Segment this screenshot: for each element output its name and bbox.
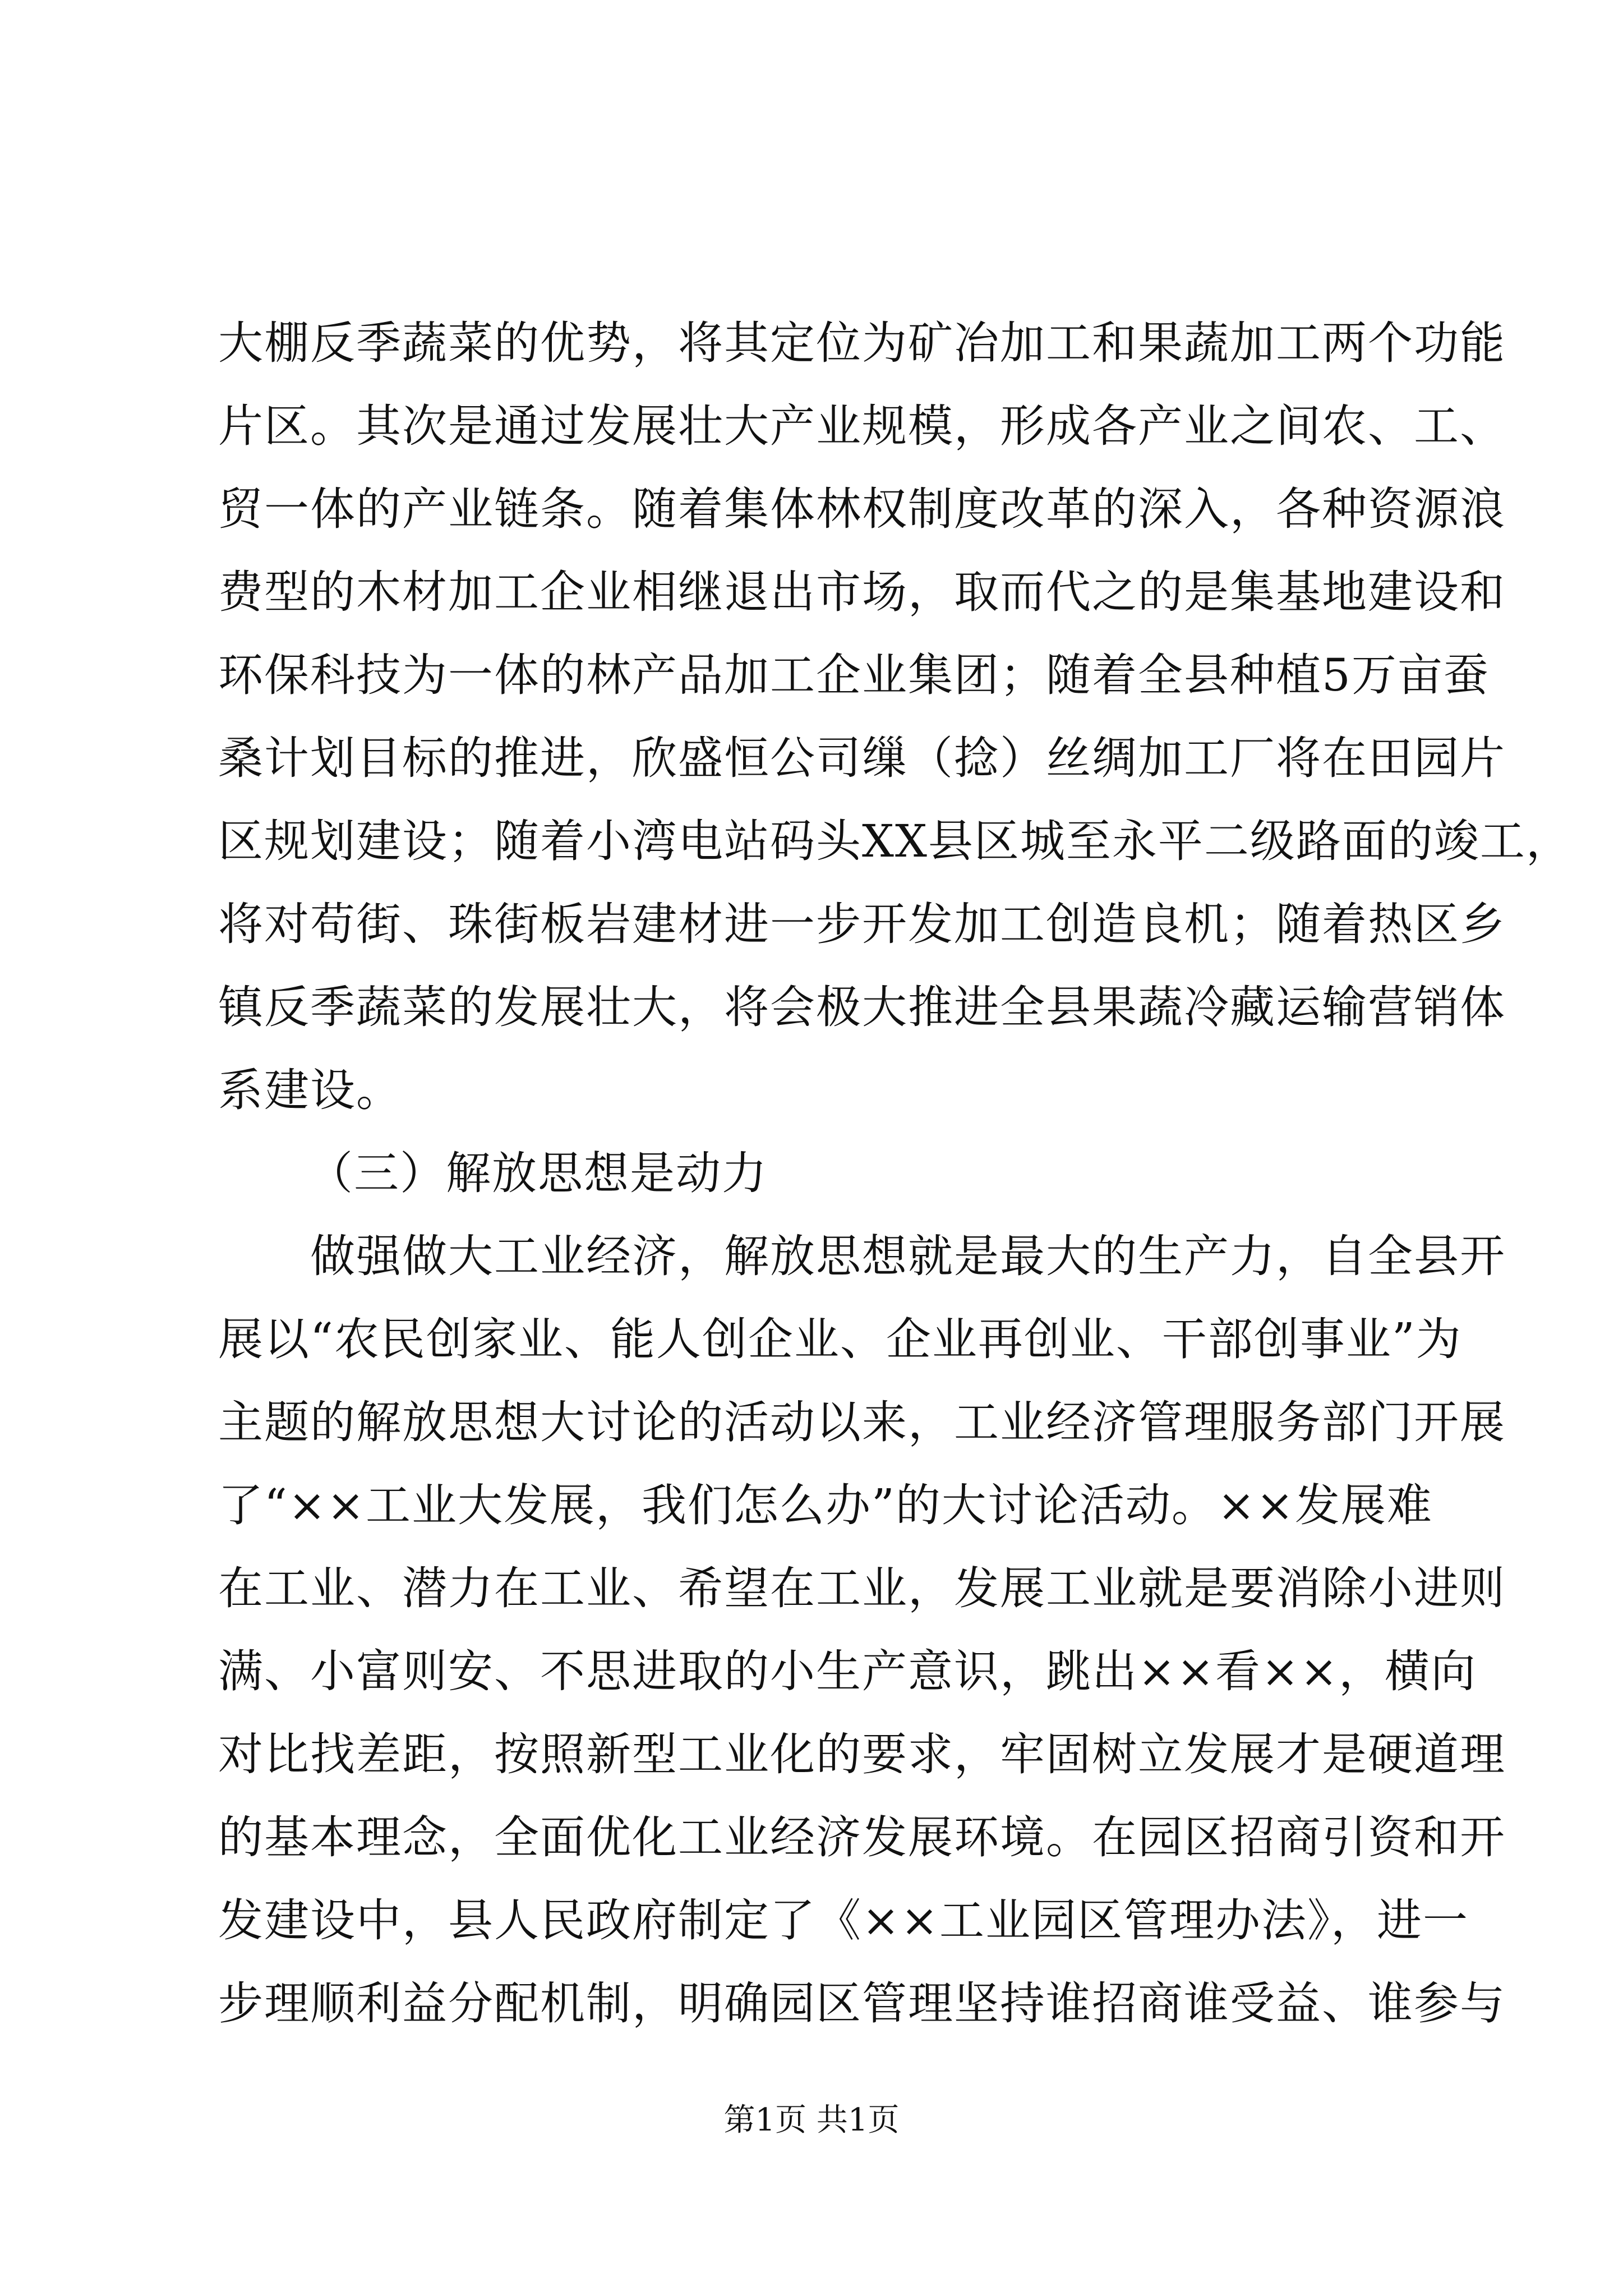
- text-line: 步理顺利益分配机制，明确园区管理坚持谁招商谁受益、谁参与: [218, 1977, 1506, 2030]
- text-line: 展以“农民创家业、能人创企业、企业再创业、干部创事业”为: [218, 1313, 1462, 1365]
- text-line: 大棚反季蔬菜的优势，将其定位为矿冶加工和果蔬加工两个功能: [218, 317, 1506, 369]
- text-line: 环保科技为一体的林产品加工企业集团；随着全县种植5万亩蚕: [218, 649, 1490, 701]
- text-line: 将对苟街、珠街板岩建材进一步开发加工创造良机；随着热区乡: [218, 898, 1506, 950]
- text-line: 镇反季蔬菜的发展壮大，将会极大推进全县果蔬冷藏运输营销体: [218, 981, 1506, 1033]
- paragraph-1: [218, 302, 1572, 1132]
- page-footer: [0, 2098, 1623, 2143]
- paragraph-2: [218, 1215, 1506, 2045]
- text-line: 桑计划目标的推进，欣盛恒公司缫（捻）丝绸加工厂将在田园片: [218, 732, 1506, 784]
- text-line: 费型的木材加工企业相继退出市场，取而代之的是集基地建设和: [218, 566, 1506, 618]
- text-line: 贸一体的产业链条。随着集体林权制度改革的深入，各种资源浪: [218, 483, 1506, 535]
- text-line: 主题的解放思想大讨论的活动以来，工业经济管理服务部门开展: [218, 1396, 1506, 1448]
- text-line: 区规划建设；随着小湾电站码头XX县区城至永平二级路面的竣工，: [218, 815, 1572, 867]
- text-line: 做强做大工业经济，解放思想就是最大的生产力，自全县开: [218, 1230, 1506, 1282]
- text-line: 对比找差距，按照新型工业化的要求，牢固树立发展才是硬道理: [218, 1728, 1506, 1780]
- text-line: 的基本理念，全面优化工业经济发展环境。在园区招商引资和开: [218, 1811, 1506, 1864]
- text-line: 了“××工业大发展，我们怎么办”的大讨论活动。××发展难: [218, 1479, 1433, 1531]
- text-line: 系建设。: [218, 1064, 402, 1116]
- text-line: 满、小富则安、不思进取的小生产意识，跳出××看××，横向: [218, 1645, 1477, 1697]
- page-number: 第1页 共1页: [723, 2102, 900, 2138]
- text-line: 在工业、潜力在工业、希望在工业，发展工业就是要消除小进则: [218, 1562, 1506, 1614]
- text-line: 发建设中，县人民政府制定了《××工业园区管理办法》，进一: [218, 1894, 1469, 1947]
- section-heading: （三）解放思想是动力: [308, 1147, 768, 1199]
- text-line: 片区。其次是通过发展壮大产业规模，形成各产业之间农、工、: [218, 400, 1506, 452]
- document-body: [218, 302, 1572, 2045]
